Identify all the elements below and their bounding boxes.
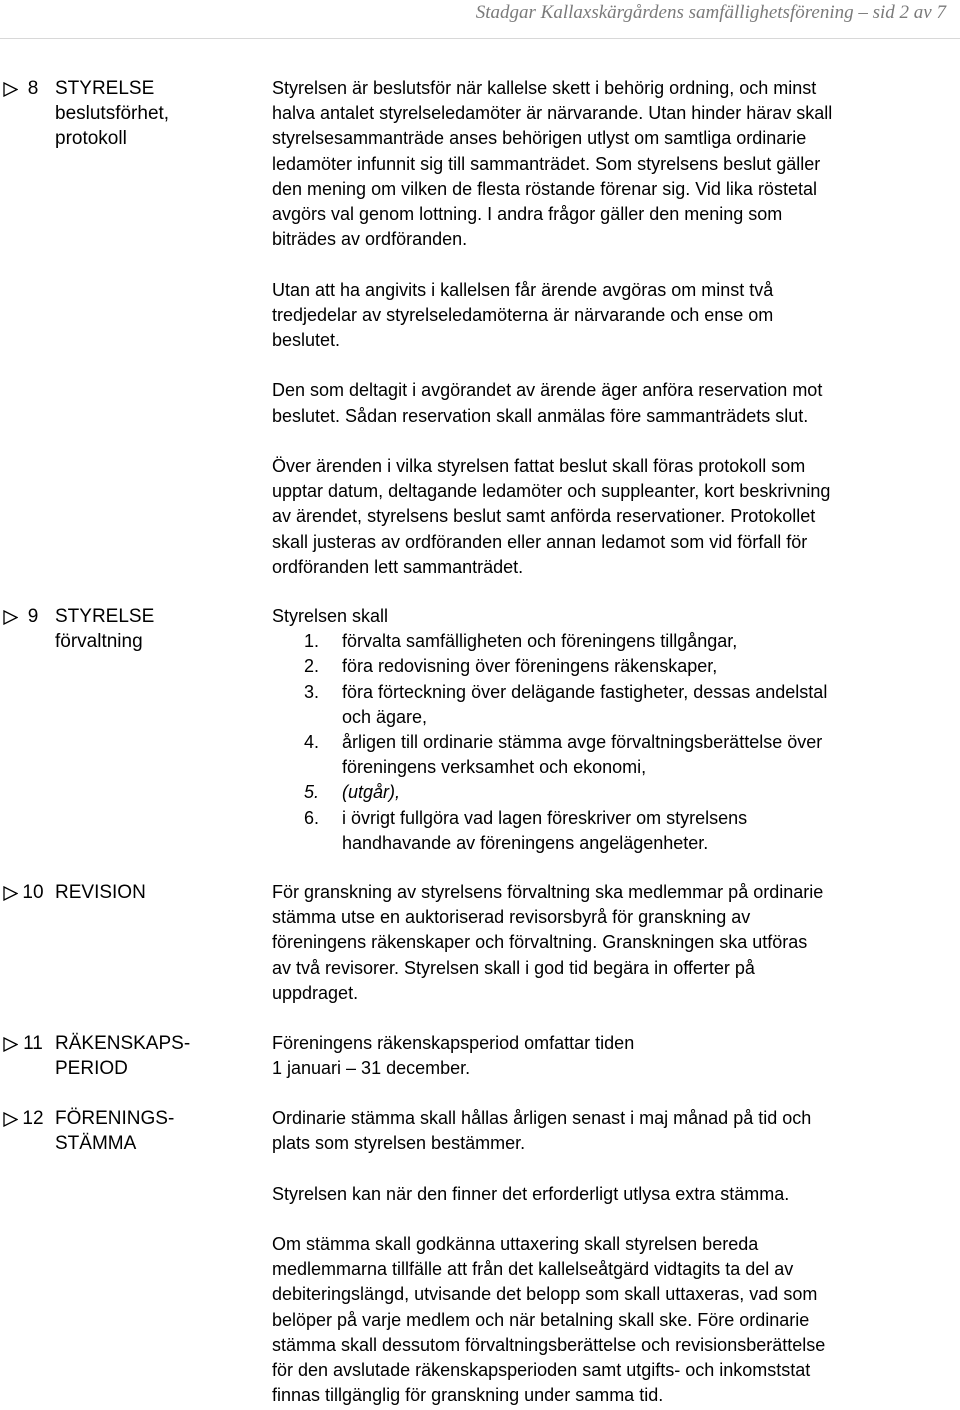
- arrow-right-icon: [3, 1037, 18, 1052]
- section-number: 9: [27, 606, 39, 627]
- paragraph: Styrelsen kan när den finner det erforderligt utlysa extra stämma.: [272, 1183, 790, 1204]
- duty-list: [272, 629, 952, 856]
- section-number: 11: [23, 1033, 43, 1054]
- paragraph: Styrelsen är beslutsför när kallelse skett i behörig ordning, och minst halva antalet styrelseledamöter är närvarande. Utan hinder härav skall styrelsesammanträde anses behörigen utlyst om samtliga ordinarie ledamöter infunnit sig till sammanträdet. Som styrelsens beslut gäller den mening om vilken de flesta röstande förenar sig. Vid lika röstetal avgörs val genom lottning. I andra frågor gäller den mening som biträdes av ordföranden.: [272, 78, 833, 250]
- section-title: STYRELSE förvaltning: [55, 606, 155, 653]
- list-item: 4. årligen till ordinarie stämma avge förvaltningsberättelse över föreningens verksamhet och ekonomi,: [304, 732, 823, 778]
- section-number: 8: [27, 78, 39, 99]
- section-title: REVISION: [55, 882, 146, 903]
- section-number: 10: [22, 882, 44, 903]
- section-number: 12: [22, 1108, 44, 1129]
- paragraph: Om stämma skall godkänna uttaxering skall styrelsen bereda medlemmarna tillfälle att från det kallelseåtgärd vidtagits ta del av debiteringslängd, utvisande det belopp som skall uttaxeras, vad som belöper på varje medlem och när betalning skall ske. Före ordinarie stämma skall dessutom förvaltningsberättelse och revisionsberättelse för den avslutade räkenskapsperioden samt utgifts- och inkomststat finnas tillgänglig för granskning under samma tid.: [272, 1233, 826, 1406]
- section-body: [272, 880, 952, 1006]
- list-intro: Styrelsen skall: [272, 606, 389, 626]
- section-body: [272, 76, 952, 580]
- list-item: 2. föra redovisning över föreningens räkenskaper,: [304, 656, 718, 677]
- page-header: Stadgar Kallaxskärgårdens samfällighetsförening – sid 2 av 7: [475, 2, 946, 23]
- paragraph: Föreningens räkenskapsperiod omfattar tiden 1 januari – 31 december.: [272, 1033, 635, 1079]
- section-title: STYRELSE beslutsförhet, protokoll: [55, 78, 170, 150]
- list-item: 6. i övrigt fullgöra vad lagen föreskriver om styrelsens handhavande av föreningens angelägenheter.: [304, 807, 748, 853]
- paragraph: Den som deltagit i avgörandet av ärende äger anföra reservation mot beslutet. Sådan reservation skall anmälas före sammanträdets slut.: [272, 380, 823, 426]
- paragraph: Ordinarie stämma skall hållas årligen senast i maj månad på tid och plats som styrelsen bestämmer.: [272, 1108, 812, 1154]
- arrow-right-icon: [3, 82, 18, 97]
- section-body: [272, 1106, 952, 1408]
- paragraph: Över ärenden i vilka styrelsen fattat beslut skall föras protokoll som upptar datum, deltagande ledamöter och suppleanter, kort beskrivning av ärendet, styrelsens beslut samt anförda reservationer. Protokollet skall justeras av ordföranden eller annan ledamot som vid förfall för ordföranden lett sammanträdet.: [272, 456, 831, 577]
- paragraph: För granskning av styrelsens förvaltning ska medlemmar på ordinarie stämma utse en auktoriserad revisorsbyrå för granskning av föreningens räkenskaper och förvaltning. Granskningen ska utföras av två revisorer. Styrelsen skall i god tid begära in offerter på uppdraget.: [272, 882, 824, 1003]
- list-item: 3. föra förteckning över delägande fastigheter, dessas andelstal och ägare,: [304, 681, 828, 727]
- section-body: [272, 604, 952, 856]
- arrow-right-icon: [3, 610, 18, 625]
- list-item: 5. (utgår),: [304, 782, 401, 803]
- header-divider: [0, 38, 960, 39]
- arrow-right-icon: [3, 886, 18, 901]
- section-title: RÄKENSKAPS- PERIOD: [55, 1033, 191, 1080]
- section-body: [272, 1031, 952, 1081]
- section-title: FÖRENINGS- STÄMMA: [55, 1108, 175, 1155]
- list-item: 1. förvalta samfälligheten och föreningens tillgångar,: [304, 631, 738, 652]
- paragraph: Utan att ha angivits i kallelsen får ärende avgöras om minst två tredjedelar av styrelseledamöterna är närvarande och ense om beslutet.: [272, 279, 774, 351]
- arrow-right-icon: [3, 1112, 18, 1127]
